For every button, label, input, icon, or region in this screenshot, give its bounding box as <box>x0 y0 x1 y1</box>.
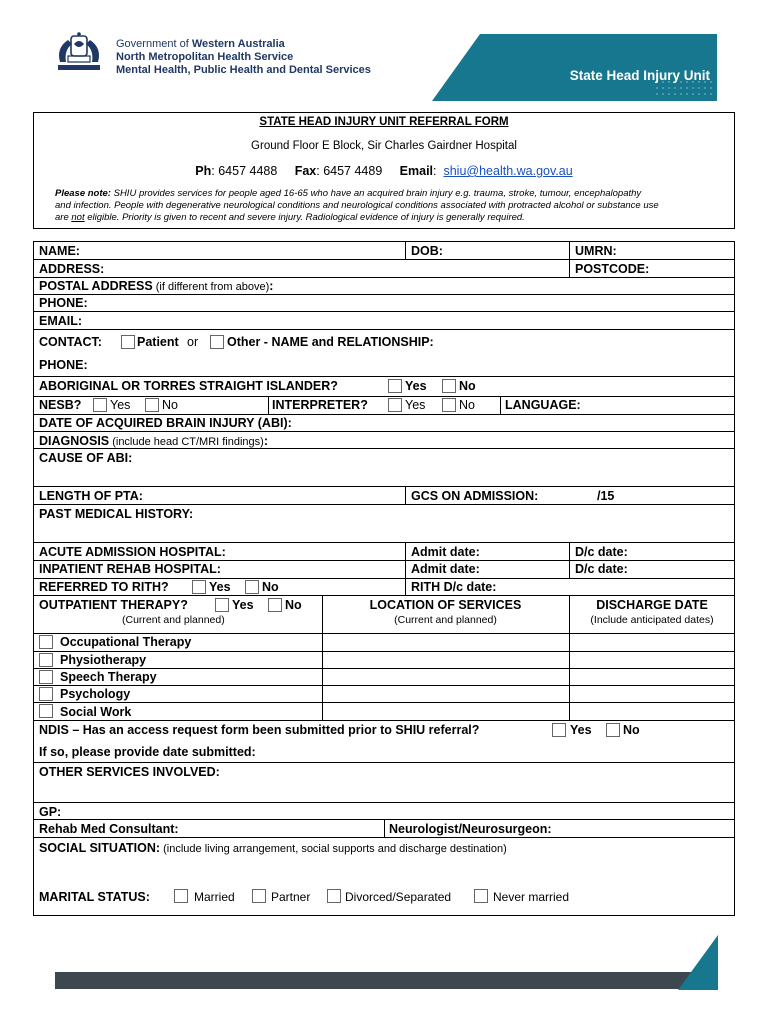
ndis-no-label: No <box>623 723 640 737</box>
location-current-planned: (Current and planned) <box>394 614 497 626</box>
marital-partner-label: Partner <box>271 890 311 904</box>
acute-hospital-label: ACUTE ADMISSION HOSPITAL: <box>39 545 226 559</box>
acute-admit-date-label: Admit date: <box>411 545 480 559</box>
health-service: North Metropolitan Health Service <box>116 51 294 63</box>
phone-label: PHONE: <box>39 296 88 310</box>
referred-rith-label: REFERRED TO RITH? <box>39 580 169 594</box>
division: Mental Health, Public Health and Dental Services <box>116 64 371 76</box>
acute-dc-date-label: D/c date: <box>575 545 628 559</box>
therapy-speech-checkbox[interactable] <box>39 670 53 684</box>
diagnosis-text: DIAGNOSIS <box>39 434 110 448</box>
ndis-no-checkbox[interactable] <box>606 723 620 737</box>
rehab-dc-date-label: D/c date: <box>575 562 628 576</box>
ph-label: Ph <box>195 164 212 178</box>
government-branding <box>116 38 371 77</box>
other-services-label: OTHER SERVICES INVOLVED: <box>39 765 220 779</box>
therapy-ot-checkbox[interactable] <box>39 635 53 649</box>
therapy-physio-checkbox[interactable] <box>39 653 53 667</box>
nesb-no-checkbox[interactable] <box>145 398 159 412</box>
marital-label: MARITAL STATUS: <box>39 890 150 904</box>
ndis-yes-checkbox[interactable] <box>552 723 566 737</box>
language-label: LANGUAGE: <box>505 398 581 412</box>
marital-never-label: Never married <box>493 890 570 904</box>
eligibility-note <box>55 188 725 224</box>
unit-address: Ground Floor E Block, Sir Charles Gairdner Hospital <box>251 140 517 152</box>
postal-address-colon: : <box>269 279 274 293</box>
inpatient-rehab-label: INPATIENT REHAB HOSPITAL: <box>39 562 221 576</box>
outpatient-yes-label: Yes <box>232 598 254 612</box>
nesb-yes-label: Yes <box>110 398 131 412</box>
rith-yes-label: Yes <box>209 580 231 594</box>
address-label: ADDRESS: <box>39 262 105 276</box>
aboriginal-yes-label: Yes <box>405 379 427 393</box>
unit-title: State Head Injury Unit <box>569 68 710 83</box>
location-header: LOCATION OF SERVICES <box>369 598 522 612</box>
gcs-score: /15 <box>597 489 615 503</box>
ndis-date-label: If so, please provide date submitted: <box>39 745 256 759</box>
postcode-label: POSTCODE: <box>575 262 650 276</box>
note-text-2: and infection. People with degenerative neurological conditions and neurological conditions associated with protracted alcohol or substance use <box>55 200 659 211</box>
aboriginal-yes-checkbox[interactable] <box>388 379 402 393</box>
date-abi-label: DATE OF ACQUIRED BRAIN INJURY (ABI): <box>39 416 292 430</box>
nesb-no-label: No <box>162 398 178 412</box>
contact-patient-checkbox[interactable] <box>121 335 135 349</box>
note-label: Please note: <box>55 188 111 199</box>
past-history-label: PAST MEDICAL HISTORY: <box>39 507 194 521</box>
therapy-speech-label: Speech Therapy <box>60 670 157 684</box>
rith-no-checkbox[interactable] <box>245 580 259 594</box>
neurologist-label: Neurologist/Neurosurgeon: <box>389 822 552 836</box>
postal-address-label <box>39 279 273 295</box>
rith-yes-checkbox[interactable] <box>192 580 206 594</box>
interpreter-label: INTERPRETER? <box>272 398 368 412</box>
marital-divorced-checkbox[interactable] <box>327 889 341 903</box>
aboriginal-label: ABORIGINAL OR TORRES STRAIGHT ISLANDER? <box>39 379 338 393</box>
rith-dc-date-label: RITH D/c date: <box>411 580 497 594</box>
contact-label: CONTACT: <box>39 335 102 349</box>
footer-bar <box>55 972 717 989</box>
outpatient-no-label: No <box>285 598 302 612</box>
diagnosis-label <box>39 434 268 450</box>
contact-patient-label: Patient <box>137 335 179 349</box>
note-text-3b: not <box>71 212 85 223</box>
dob-label: DOB: <box>411 244 443 258</box>
gov-prefix: Government of <box>116 38 192 50</box>
gov-name: Western Australia <box>191 38 285 50</box>
ndis-yes-label: Yes <box>570 723 592 737</box>
aboriginal-no-label: No <box>459 379 476 393</box>
interpreter-yes-checkbox[interactable] <box>388 398 402 412</box>
marital-married-checkbox[interactable] <box>174 889 188 903</box>
email-label: Email <box>399 164 434 178</box>
contact-or-text: or <box>187 335 199 349</box>
note-text-3c: eligible. Priority is given to recent and severe injury. Radiological evidence of injury is generally required. <box>84 212 525 223</box>
cause-abi-label: CAUSE OF ABI: <box>39 451 133 465</box>
therapy-social-checkbox[interactable] <box>39 704 53 718</box>
gp-label: GP: <box>39 805 62 819</box>
social-situation-label <box>39 841 507 857</box>
form-title: STATE HEAD INJURY UNIT REFERRAL FORM <box>259 116 509 128</box>
nesb-label: NESB? <box>39 398 82 412</box>
aboriginal-no-checkbox[interactable] <box>442 379 456 393</box>
rehab-admit-date-label: Admit date: <box>411 562 480 576</box>
email-link[interactable]: shiu@health.wa.gov.au <box>443 164 573 178</box>
therapy-physio-label: Physiotherapy <box>60 653 147 667</box>
nesb-yes-checkbox[interactable] <box>93 398 107 412</box>
note-text-1: SHIU provides services for people aged 16-65 who have an acquired brain injury e.g. trauma, stroke, tumour, encephalopathy <box>110 188 642 199</box>
rith-no-label: No <box>262 580 279 594</box>
marital-never-checkbox[interactable] <box>474 889 488 903</box>
footer-accent <box>678 935 718 990</box>
email-sep: : <box>433 164 437 178</box>
social-situation-note: (include living arrangement, social supports and discharge destination) <box>160 843 507 855</box>
postal-address-text: POSTAL ADDRESS <box>39 279 153 293</box>
outpatient-label: OUTPATIENT THERAPY? <box>39 598 188 612</box>
social-situation-text: SOCIAL SITUATION: <box>39 841 161 855</box>
therapy-psychology-label: Psychology <box>60 687 131 701</box>
diagnosis-note: (include head CT/MRI findings) <box>109 436 264 448</box>
interpreter-no-label: No <box>459 398 475 412</box>
marital-married-label: Married <box>194 890 235 904</box>
marital-partner-checkbox[interactable] <box>252 889 266 903</box>
contact-other-label: Other - NAME and RELATIONSHIP: <box>227 335 434 349</box>
marital-divorced-label: Divorced/Separated <box>345 890 452 904</box>
note-text-3a: are <box>55 212 72 223</box>
outpatient-yes-checkbox[interactable] <box>215 598 229 612</box>
postal-address-note: (if different from above) <box>152 281 270 293</box>
ph-value: : 6457 4488 <box>211 164 278 178</box>
therapy-ot-label: Occupational Therapy <box>60 635 192 649</box>
therapy-psychology-checkbox[interactable] <box>39 687 53 701</box>
contact-phone-label: PHONE: <box>39 358 88 372</box>
umrn-label: UMRN: <box>575 244 617 258</box>
gcs-label: GCS ON ADMISSION: <box>411 489 539 503</box>
outpatient-no-checkbox[interactable] <box>268 598 282 612</box>
name-label: NAME: <box>39 244 80 258</box>
outpatient-current-planned: (Current and planned) <box>122 614 225 626</box>
contact-line <box>33 164 735 178</box>
ndis-label: NDIS – Has an access request form been submitted prior to SHIU referral? <box>39 723 480 737</box>
email-field-label: EMAIL: <box>39 314 83 328</box>
rehab-consultant-label: Rehab Med Consultant: <box>39 822 179 836</box>
interpreter-yes-label: Yes <box>405 398 426 412</box>
wa-crest-logo <box>54 32 104 76</box>
discharge-date-header: DISCHARGE DATE <box>596 598 708 612</box>
interpreter-no-checkbox[interactable] <box>442 398 456 412</box>
discharge-include-anticipated: (Include anticipated dates) <box>590 614 714 626</box>
contact-other-checkbox[interactable] <box>210 335 224 349</box>
diagnosis-colon: : <box>263 434 269 448</box>
therapy-social-label: Social Work <box>60 705 132 719</box>
fax-value: : 6457 4489 <box>316 164 383 178</box>
fax-label: Fax <box>294 164 317 178</box>
length-pta-label: LENGTH OF PTA: <box>39 489 143 503</box>
